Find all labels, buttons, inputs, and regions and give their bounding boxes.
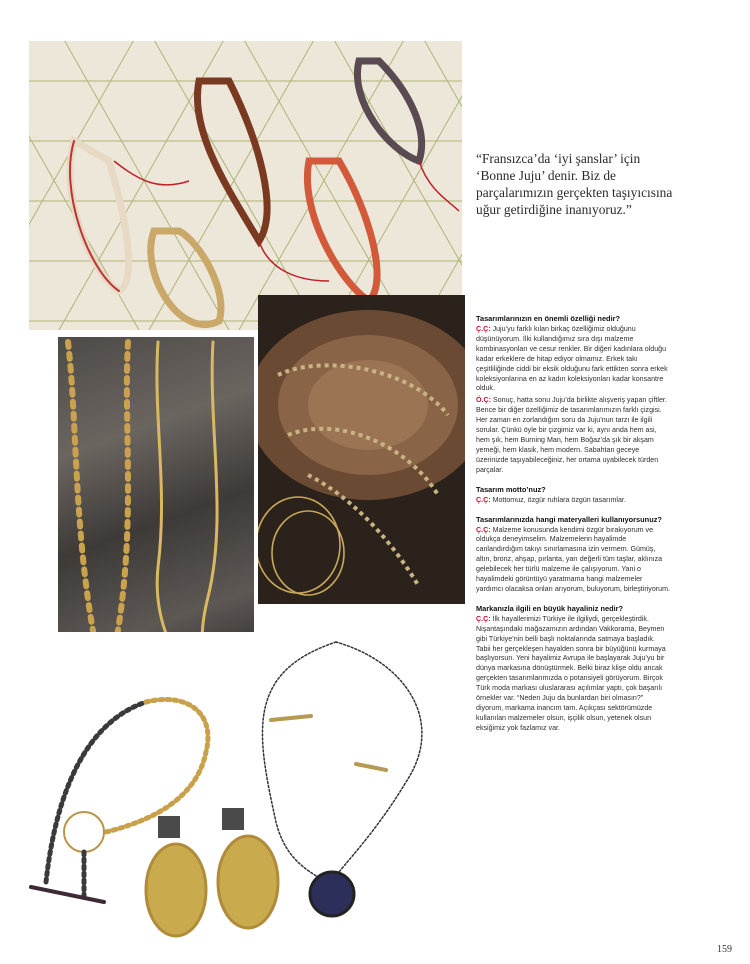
speaker-initials: Ç.Ç: [476,495,491,504]
gold-chain-necklaces-photo [58,337,254,670]
interview-article [476,314,671,743]
answer-paragraph [476,526,671,595]
question-heading: Tasarımlarınızda hangi materyalleri kullanıyorsunuz? [476,514,662,524]
qa-block [476,515,671,595]
question-heading: Tasarımlarınızın en önemli özelliği nedir? [476,314,621,323]
answer-text: Juju’yu farklı kılan birkaç özelliğimiz olduğunu düşünüyorum. İlki kullandığımız sıra dışı malzeme kombinasyonları ve cesur renkler. Bir diğeri kadınlara olduğu kadar erkeklere de hitap ediyor olmamız. Erkek takı çeşitliliğinde ciddi bir eksik olduğunu fark ettikten sonra erkek koleksiyonlarına en az kadın koleksiyonları kadar konsantre olduk. [476,325,668,393]
speaker-initials: Ö.Ç: [476,396,491,405]
chains-on-wood-photo [258,295,465,604]
speaker-initials: Ç.Ç: [476,614,491,623]
question-heading: Tasarım motto’nuz? [476,484,546,494]
speaker-initials: Ç.Ç: [476,325,491,333]
answer-text: Malzeme konusunda kendimi özgür bırakıyorum ve oldukça deneyimselim. Malzemelerin hayalimde canlandırdığım takıyı sınırlamasına izin vermem. Gümüş, altın, bronz, ahşap, pırlanta, yarı değerli tüm taşlar, aklınıza gelebilecek her türlü malzeme ile çalışıyorum. Yani o hayalimdeki görüntüyü yaratmama hangi malzemeler yardımcı olacaksa onları arıyorum, buluyorum, birleştiriyorum. [476,525,670,593]
speaker-initials: Ç.Ç: [476,525,491,534]
qa-block [476,604,671,734]
qa-block [476,485,671,506]
answer-text: Sonuç, hatta sonu Juju’da birlikte alışveriş yapan çiftler. Bence bir diğer özelliğimiz de tasarımlarımızın farklı çizgisi. Her zaman en zorlandığım soru da Juju’nun tarzı ile ilgili sorular. Çünkü öyle bir çizgimiz var ki, aynı anda hem asi, hem şık, hem Burning Man, hem Boğaz’da şık bir akşam yemeği, hem klasik, hem modern. Sabahtan geceye üzerinizde taşıyabileceğiniz, her ortama uyabilecek türden parçalar. [476,396,667,474]
bracelets-photo [29,41,462,330]
answer-text: Mottomuz, özgür ruhlara özgün tasarımlar. [490,495,626,504]
answer-text: İlk hayallerimizi Türkiye ile ilgiliydi, gerçekleştirdik. Nişantaşındaki mağazamızın ardından Vakkorama, Beymen gibi Türkiye’nin belli başlı noktalarında satmaya başladık. Tabii her gerçekleşen hayalden sonra bir büyüğünü kurmaya başlıyorsun. Yeni hayalimiz Avrupa ile başlayarak Juju’yu bir dünya markasına dönüştürmek. Belki biraz klişe oldu ancak gerçekten tasarımlarımızda o potansiyeli görüyorum. Birçok Türk moda markası uluslararası açılımlar yaptı, çok başarılı örnekler var. “Neden Juju da bunlardan biri olmasın?” diyorum, markama inancım tam. Açıkçası sektörümüzde kullanılan malzemeler olsun, işçilik olsun, yetenek olsun eksiğimiz yok fazlamız var. [476,614,666,732]
page-number: 159 [717,944,732,955]
pull-quote: “Fransızca’da ‘iyi şanslar’ için ‘Bonne Juju’ denir. Biz de parçalarımızın gerçekten taşıyıcısına uğur getirdiğine inanıyoruz.” [476,151,673,217]
answer-paragraph [476,396,671,475]
answer-paragraph [476,325,671,394]
necklaces-and-earrings-photo [26,632,466,944]
question-heading: Markanızla ilgili en büyük hayaliniz nedir? [476,603,624,613]
answer-paragraph [476,615,671,734]
qa-block [476,314,671,476]
answer-paragraph [476,496,671,506]
